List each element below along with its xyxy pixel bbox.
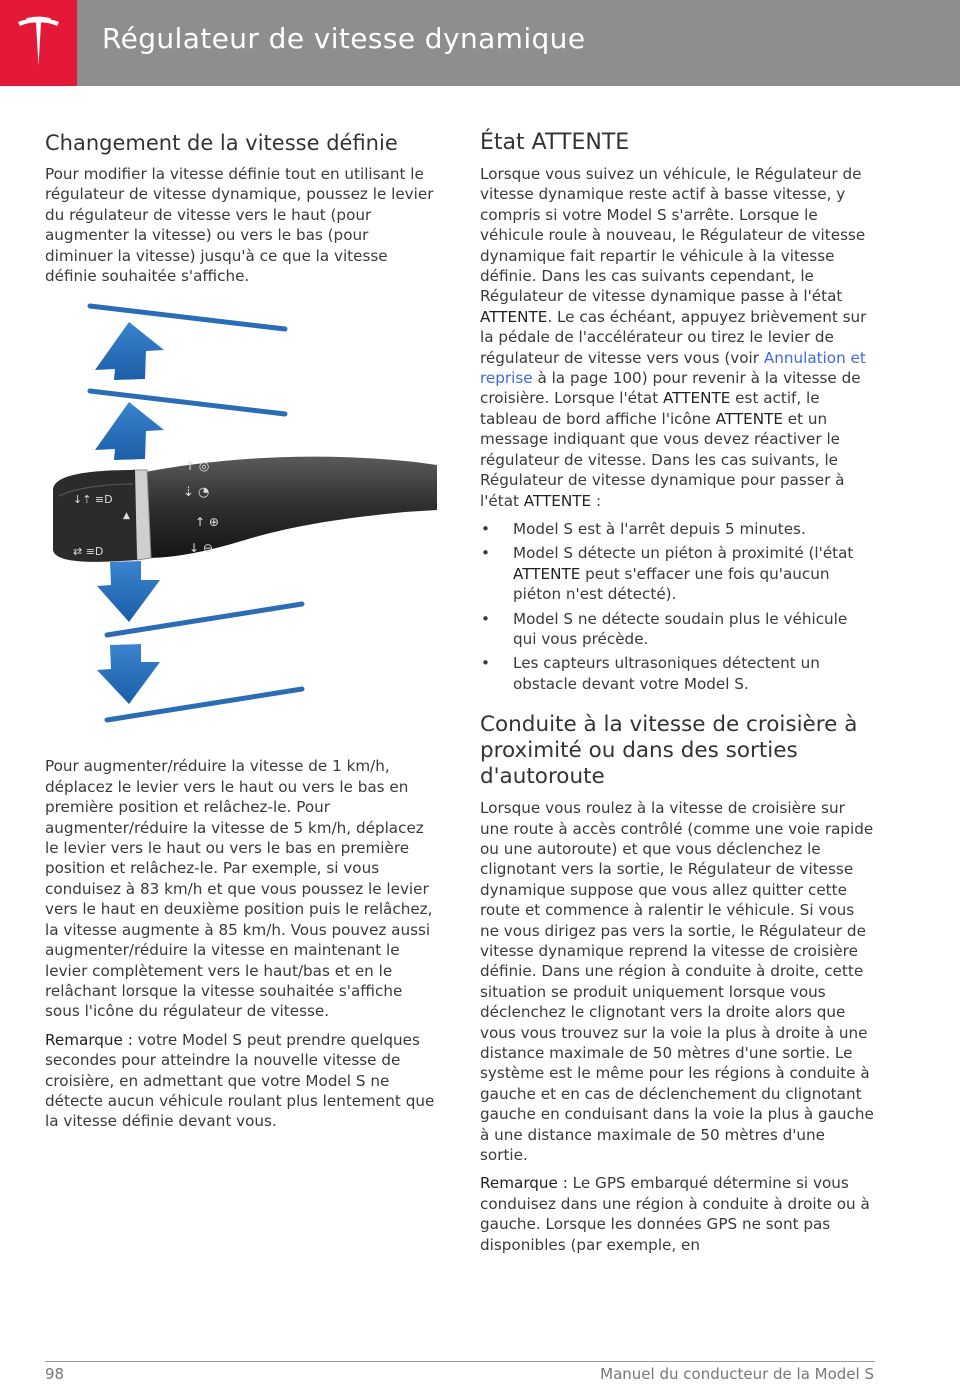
page-title: Régulateur de vitesse dynamique [102, 22, 586, 55]
intro-paragraph: Pour modifier la vitesse définie tout en utilisant le régulateur de vitesse dynamique, poussez le levier du régulateur de vitesse vers le haut (pour augmenter la vitesse) ou vers le bas (pour diminuer la vitesse) jusqu'à ce que la vitesse définie souhaitée s'affiche. [45, 165, 434, 286]
text-run: est actif, le tableau de bord affiche l'icône [480, 389, 820, 428]
hold-keyword: ATTENTE [663, 389, 731, 408]
page-header [0, 0, 960, 86]
list-item [480, 609, 874, 650]
section-heading: Changement de la vitesse définie [45, 131, 398, 155]
section-heading: Conduite à la vitesse de croisière à proximité ou dans des sorties d'autoroute [480, 712, 858, 790]
page-number: 98 [45, 1365, 65, 1383]
bullet-icon: • [481, 654, 490, 673]
footer-title: Manuel du conducteur de la Model S [600, 1365, 874, 1383]
arrow-up-icon [95, 402, 164, 460]
minus-symbol: ↓ ⊖ [189, 541, 213, 556]
headlight-symbol: ↓⇡ ≡D [73, 493, 113, 507]
cruise-icon: ⇣ ◔ [183, 485, 210, 501]
exit-cruise-paragraph: Lorsque vous roulez à la vitesse de croisière sur une route à accès contrôlé (comme une voie rapide ou une autoroute) et que vous déclenchez le clignotant vers la sortie, le Régulateur de vitesse dynamique suppose que vous allez quitter cette route et commence à ralentir le véhicule. Si vous ne vous dirigez pas vers la sortie, le Régulateur de vitesse dynamique reprend la vitesse de croisière définie. Dans une région à conduite à droite, cette situation se produit uniquement lorsque vous déclenchez le clignotant vers la droite alors que vous vous trouvez sur la voie la plus à droite à une distance maximale de 50 mètres d'une sortie. Le système est le même pour les régions à conduite à gauche et en cas de déclenchement du clignotant gauche en conduisant dans la voie la plus à gauche à une distance maximale de 50 mètres d'une sortie. [480, 799, 874, 1165]
guide-line [90, 391, 285, 414]
bullet-icon: • [481, 544, 490, 563]
speed-adjust-paragraph: Pour augmenter/réduire la vitesse de 1 km/h, déplacez le levier vers le haut ou vers le bas en première position et relâchez-le. Pour augmenter/réduire la vitesse de 5 km/h, déplacez le levier vers le haut ou vers le bas en première position et relâchez-le. Par exemple, si vous conduisez à 83 km/h et que vous poussez le levier vers le haut en deuxième position puis le relâchez, la vitesse augmente à 85 km/h. Vous pouvez aussi augmenter/réduire la vitesse en maintenant le levier complètement vers le haut/bas et en le relâchant lorsque la vitesse souhaitée s'affiche sous l'icône du régulateur de vitesse. [45, 757, 433, 1021]
left-column [45, 128, 437, 1140]
text-run: à la page 100) pour revenir à la vitesse de croisière. Lorsque l'état [480, 369, 861, 408]
svg-text:▲: ▲ [123, 511, 130, 522]
text-run: Lorsque vous suivez un véhicule, le Régulateur de vitesse dynamique reste actif à basse vitesse, y compris si votre Model S s'arrête. Lorsque le véhicule roule à nouveau, le Régulateur de vitesse dynamique fait repartir le véhicule à la vitesse définie. Dans les cas suivants cependant, le Régulateur de vitesse dynamique passe à l'état [480, 165, 866, 306]
arrow-down-icon [97, 644, 160, 704]
text-run: : [591, 491, 602, 510]
text-run: et un message indiquant que vous devez réactiver le régulateur de vitesse. Dans les cas suivants, le Régulateur de vitesse dynamique pour passer à l'état [480, 409, 845, 510]
list-item-text: Model S est à l'arrêt depuis 5 minutes. [513, 519, 806, 538]
hold-keyword: ATTENTE [715, 409, 783, 428]
section-heading: État ATTENTE [480, 130, 630, 155]
list-item [480, 519, 874, 539]
list-item-text: peut s'effacer une fois qu'aucun piéton n'est détecté). [513, 564, 830, 604]
note-paragraph [480, 1173, 874, 1255]
footer-divider [45, 1361, 875, 1362]
hold-keyword: ATTENTE [523, 491, 592, 510]
guide-line [90, 306, 285, 329]
bullet-icon: • [481, 609, 490, 628]
text-run: . Le cas échéant, appuyez brièvement sur la pédale de l'accélérateur ou tirez le levier de régulateur de vitesse vers vous (voir [480, 307, 867, 367]
note-text: votre Model S peut prendre quelques secondes pour atteindre la nouvelle vitesse de croisière, en admettant que votre Model S ne détecte aucun véhicule roulant plus lentement que la vitesse définie devant vous. [45, 1030, 435, 1131]
hold-keyword: ATTENTE [513, 564, 581, 583]
note-text: Le GPS embarqué détermine si vous conduisez dans une région à conduite à droite ou à gauche. Lorsque les données GPS ne sont pas disponibles (par exemple, en [480, 1174, 870, 1254]
plus-symbol: ↑ ⊕ [195, 515, 219, 530]
brand-logo [0, 0, 77, 86]
list-item [480, 543, 874, 604]
list-item-text: Model S détecte un piéton à proximité (l'état [513, 544, 854, 563]
hold-state-paragraph [480, 164, 874, 511]
arrow-down-icon [97, 561, 160, 622]
note-label: Remarque : [480, 1174, 568, 1193]
list-item-text: Les capteurs ultrasoniques détectent un obstacle devant votre Model S. [513, 654, 820, 693]
stalk-figure [45, 300, 437, 730]
list-item [480, 653, 874, 694]
hold-conditions-list [480, 519, 874, 694]
cancel-resume-link[interactable]: Annulation et reprise [480, 348, 866, 388]
list-item-text: Model S ne détecte soudain plus le véhicule qui vous précède. [513, 609, 848, 648]
headlight-symbol: ⇄ ≡D [73, 545, 104, 559]
cruise-control-stalk-illustration [45, 300, 437, 730]
tesla-logo-icon [16, 16, 61, 68]
note-label: Remarque : [45, 1030, 133, 1049]
bullet-icon: • [481, 519, 490, 538]
right-column [480, 128, 874, 1263]
arrow-up-icon [95, 322, 164, 380]
note-paragraph [45, 1030, 437, 1132]
cruise-set-symbol: ↑ ◎ [185, 459, 210, 474]
hold-keyword: ATTENTE [480, 307, 548, 326]
